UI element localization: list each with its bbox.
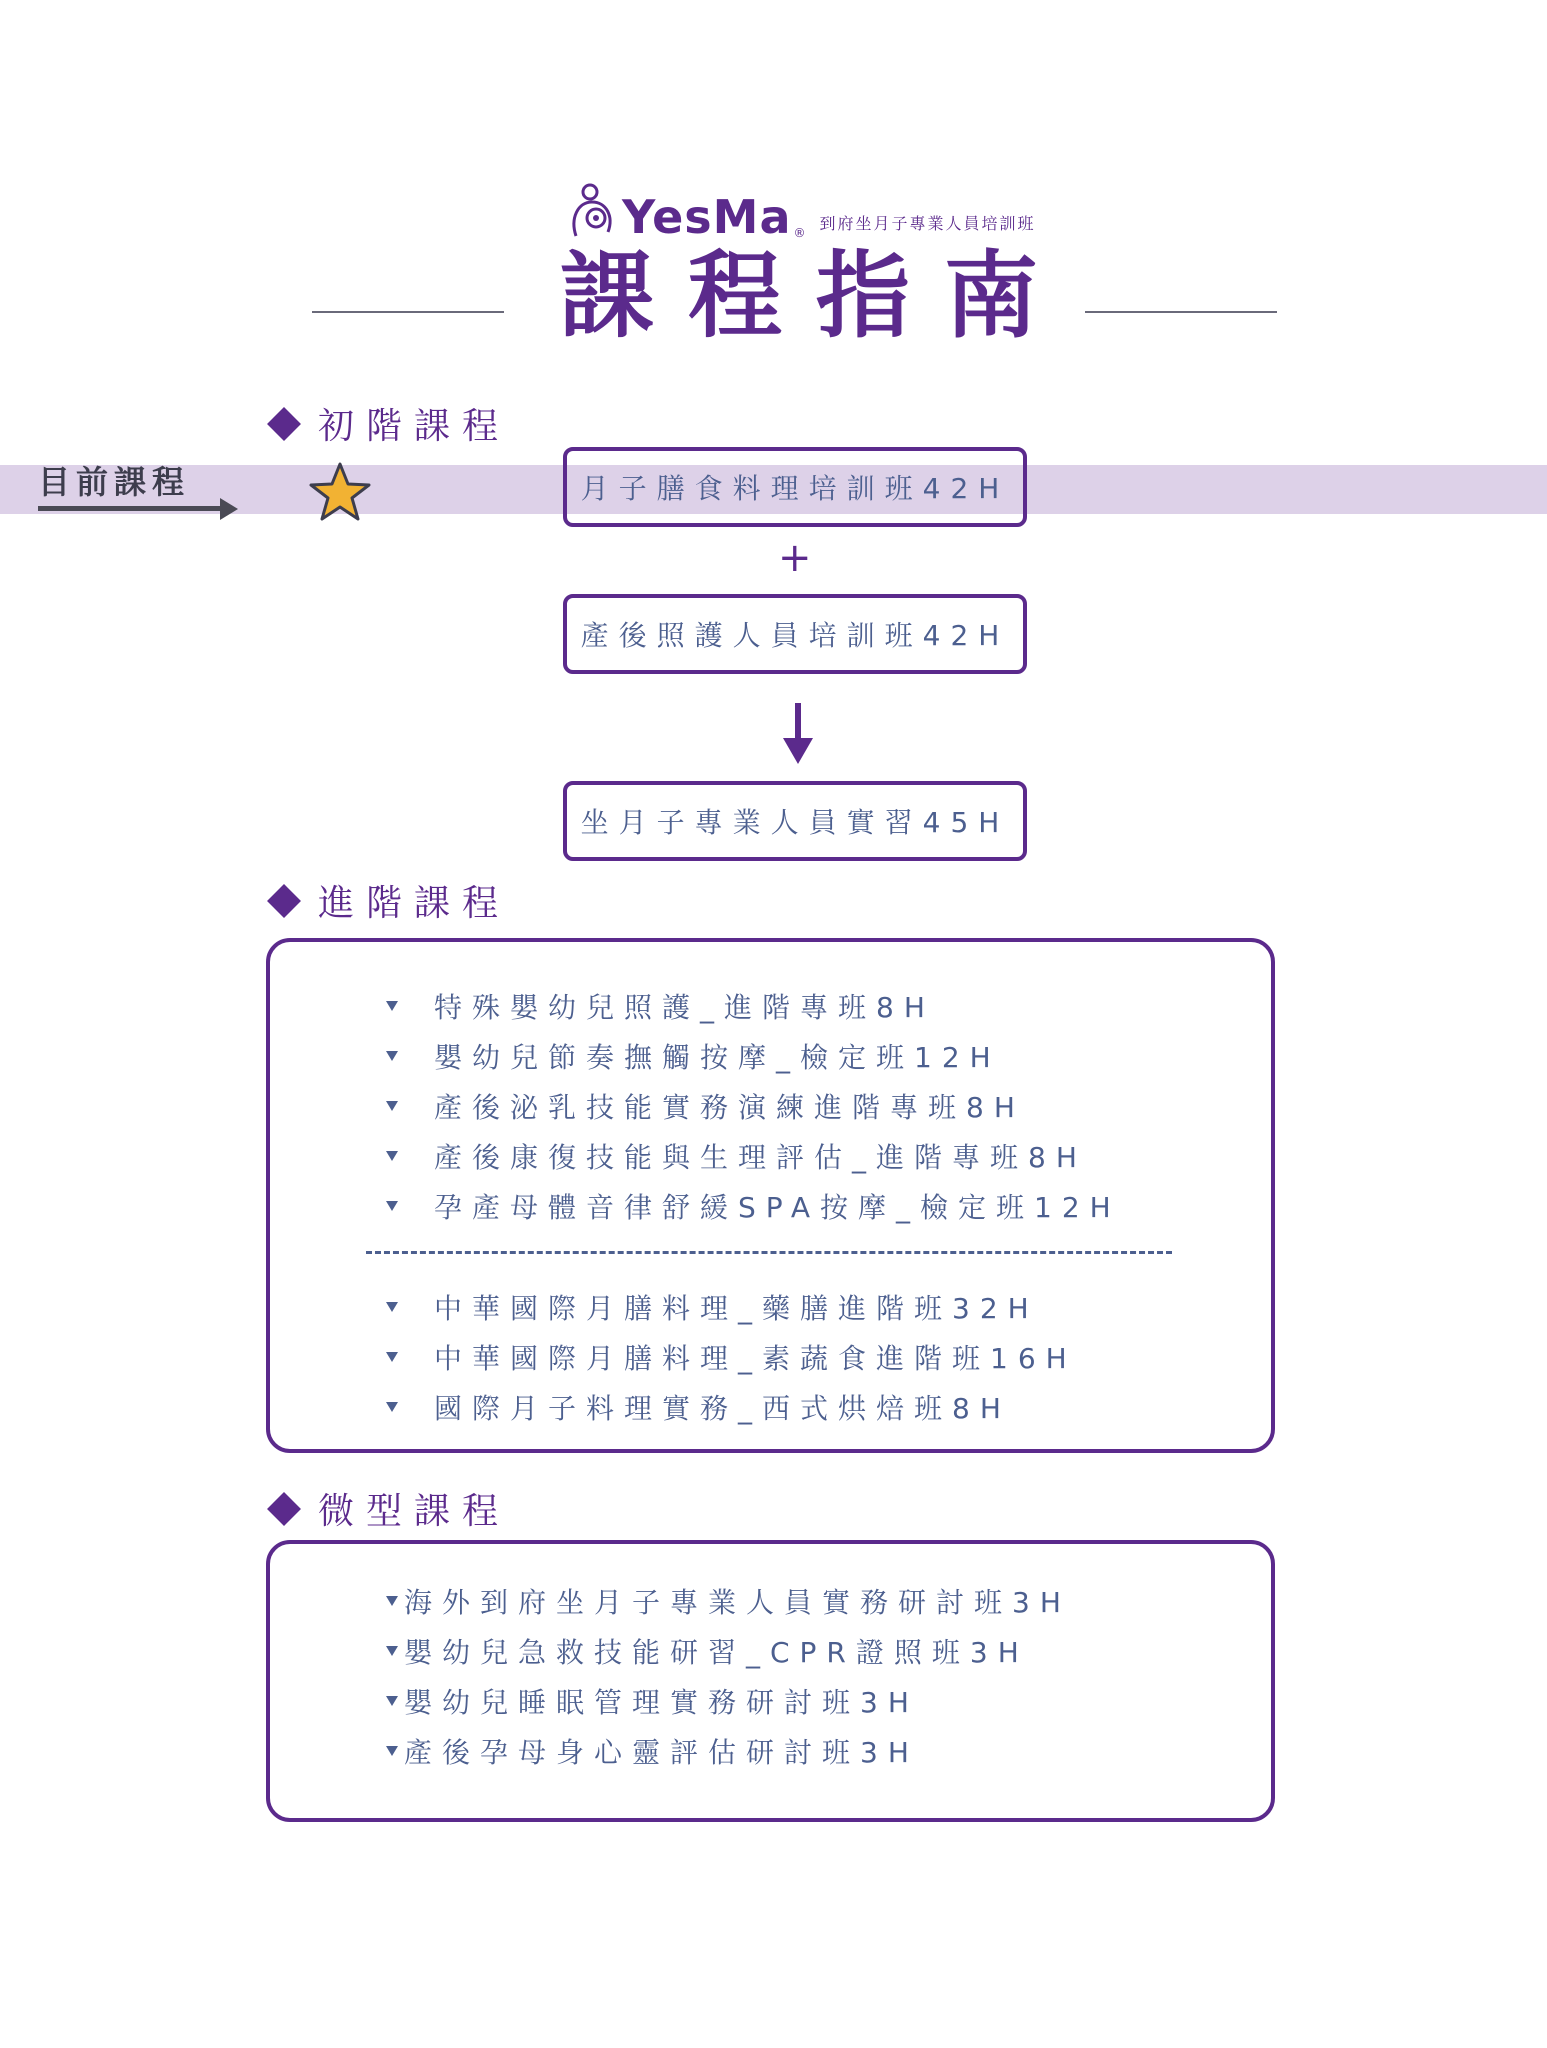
- brand-logo: [568, 180, 1036, 244]
- list-item: 嬰幼兒急救技能研習_CPR證照班3H: [386, 1626, 1071, 1676]
- triangle-bullet-icon: [386, 1352, 398, 1362]
- triangle-bullet-icon: [386, 1746, 398, 1756]
- title-rule-left: [312, 311, 504, 313]
- micro-course-list: [386, 1576, 1071, 1776]
- list-item: 孕產母體音律舒緩SPA按摩_檢定班12H: [386, 1181, 1121, 1231]
- page-title: 課程指南: [560, 242, 1073, 351]
- triangle-bullet-icon: [386, 1696, 398, 1706]
- section-basic-label: 初階課程: [318, 406, 511, 447]
- mother-baby-logo-icon: [568, 182, 616, 240]
- triangle-bullet-icon: [386, 1151, 398, 1161]
- triangle-bullet-icon: [386, 1596, 398, 1606]
- course-box-postpartum-care: 產後照護人員培訓班42H: [563, 594, 1027, 674]
- list-item: 產後孕母身心靈評估研討班3H: [386, 1726, 1071, 1776]
- list-item: 中華國際月膳料理_藥膳進階班32H: [386, 1282, 1077, 1332]
- list-item: 特殊嬰幼兒照護_進階專班8H: [386, 981, 1121, 1031]
- section-basic-heading: [266, 398, 510, 449]
- current-course-label: 目前課程: [38, 463, 191, 501]
- list-item: 國際月子料理實務_西式烘焙班8H: [386, 1382, 1077, 1432]
- down-arrow-icon: [795, 703, 801, 741]
- list-item: 嬰幼兒節奏撫觸按摩_檢定班12H: [386, 1031, 1121, 1081]
- star-icon: [308, 460, 372, 524]
- triangle-bullet-icon: [386, 1302, 398, 1312]
- right-arrow-head: [220, 498, 238, 520]
- course-box-meal-training: 月子膳食料理培訓班42H: [563, 447, 1027, 527]
- right-arrow-icon: [38, 506, 228, 511]
- section-micro-label: 微型課程: [318, 1491, 511, 1532]
- title-rule-right: [1085, 311, 1277, 313]
- section-micro-heading: [266, 1483, 510, 1534]
- down-arrow-head: [783, 738, 813, 764]
- diamond-bullet-icon: [267, 884, 301, 918]
- list-item: 嬰幼兒睡眠管理實務研討班3H: [386, 1676, 1071, 1726]
- registered-mark: ®: [793, 226, 806, 240]
- triangle-bullet-icon: [386, 1402, 398, 1412]
- list-item: 產後康復技能與生理評估_進階專班8H: [386, 1131, 1121, 1181]
- diamond-bullet-icon: [267, 1492, 301, 1526]
- dashed-divider: [366, 1251, 1172, 1254]
- list-item: 中華國際月膳料理_素蔬食進階班16H: [386, 1332, 1077, 1382]
- list-item: 海外到府坐月子專業人員實務研討班3H: [386, 1576, 1071, 1626]
- triangle-bullet-icon: [386, 1051, 398, 1061]
- section-advanced-heading: [266, 875, 510, 926]
- course-box-internship: 坐月子專業人員實習45H: [563, 781, 1027, 861]
- advanced-course-list-1: [386, 981, 1121, 1231]
- logo-subtitle: 到府坐月子專業人員培訓班: [819, 214, 1036, 233]
- list-item: 產後泌乳技能實務演練進階專班8H: [386, 1081, 1121, 1131]
- section-advanced-label: 進階課程: [318, 883, 511, 924]
- triangle-bullet-icon: [386, 1001, 398, 1011]
- triangle-bullet-icon: [386, 1646, 398, 1656]
- plus-sign: +: [778, 535, 812, 581]
- triangle-bullet-icon: [386, 1201, 398, 1211]
- triangle-bullet-icon: [386, 1101, 398, 1111]
- advanced-course-list-2: [386, 1282, 1077, 1432]
- diamond-bullet-icon: [267, 407, 301, 441]
- logo-wordmark: YesMa: [622, 190, 792, 244]
